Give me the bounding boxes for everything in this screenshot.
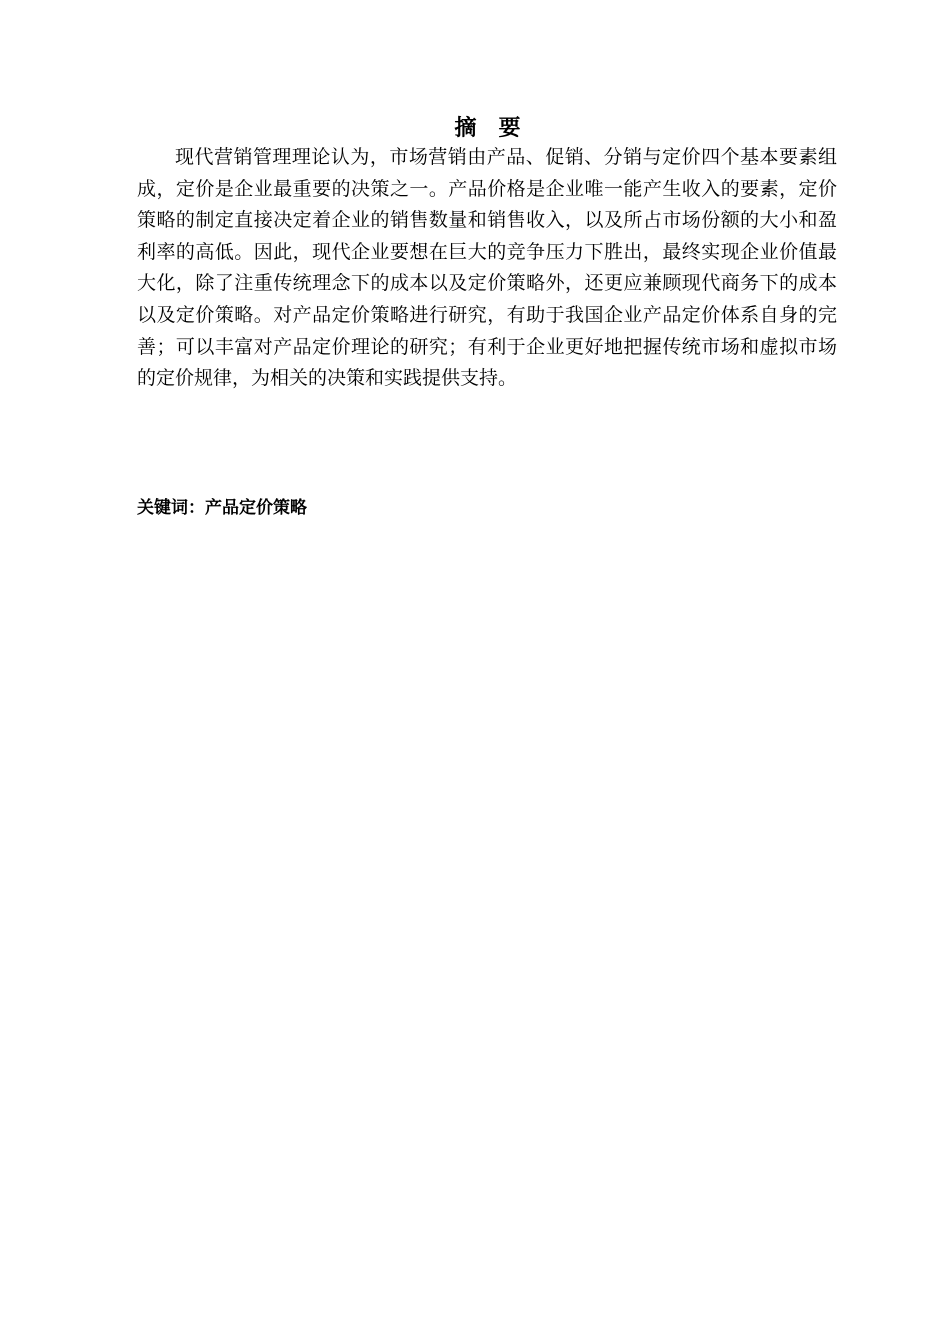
abstract-line: 善；可以丰富对产品定价理论的研究；有利于企业更好地把握传统市场和虚拟市场 [137, 335, 837, 358]
abstract-line: 以及定价策略。对产品定价策略进行研究，有助于我国企业产品定价体系自身的完 [137, 303, 837, 326]
abstract-body [137, 142, 837, 395]
abstract-line: 策略的制定直接决定着企业的销售数量和销售收入，以及所占市场份额的大小和盈 [137, 209, 837, 232]
keywords-label: 关键词： [137, 498, 205, 518]
abstract-title: 摘 要 [454, 116, 521, 141]
abstract-line: 成，定价是企业最重要的决策之一。产品价格是企业唯一能产生收入的要素，定价 [137, 177, 837, 200]
keywords-value: 产品定价策略 [205, 498, 307, 518]
keywords-line [137, 494, 307, 522]
abstract-line: 现代营销管理理论认为，市场营销由产品、促销、分销与定价四个基本要素组 [175, 146, 837, 168]
abstract-line: 大化，除了注重传统理念下的成本以及定价策略外，还更应兼顾现代商务下的成本 [137, 272, 837, 295]
abstract-line: 的定价规律，为相关的决策和实践提供支持。 [137, 367, 518, 390]
abstract-line: 利率的高低。因此，现代企业要想在巨大的竞争压力下胜出，最终实现企业价值最 [137, 240, 837, 263]
